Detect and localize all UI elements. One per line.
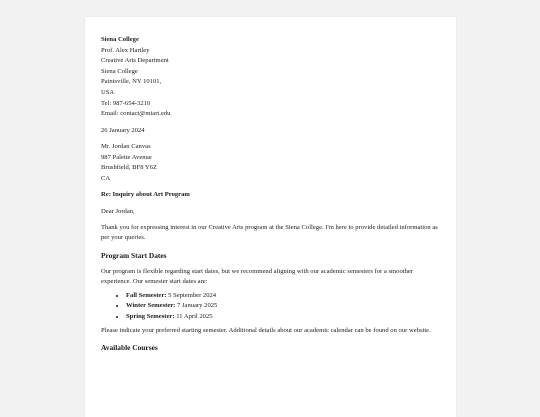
letter-page xyxy=(85,17,456,417)
semester-list xyxy=(101,291,440,323)
sender-city: Paintsville, NY 10101, xyxy=(101,78,162,86)
semester-date: 5 September 2024 xyxy=(168,291,217,299)
semester-label: Spring Semester: xyxy=(126,313,175,321)
intro-paragraph: Thank you for expressing interest in our Creative Arts program at the Siena College. I'm here to provide detailed information as per your queries. xyxy=(101,223,438,242)
semester-item-fall xyxy=(126,291,440,302)
semester-item-spring xyxy=(126,312,440,323)
start-dates-heading: Program Start Dates xyxy=(101,250,167,260)
letter-date: 26 January 2024 xyxy=(101,126,145,134)
start-dates-followup: Please indicate your preferred starting semester. Additional details about our academic calendar can be found on our website. xyxy=(101,326,431,334)
semester-label: Fall Semester: xyxy=(126,291,167,299)
semester-date: 11 April 2025 xyxy=(176,313,213,321)
start-dates-paragraph: Our program is flexible regarding start dates, but we recommend aligning with our academic semesters for a smoother experience. Our semester start dates are: xyxy=(101,267,414,286)
semester-date: 7 January 2025 xyxy=(177,302,218,310)
sender-country: USA xyxy=(101,88,115,96)
recipient-city: Brushfield, BF8 Y6Z xyxy=(101,164,157,172)
sender-department: Creative Arts Department xyxy=(101,57,169,65)
sender-institution: Siena College xyxy=(101,36,139,43)
semester-item-winter xyxy=(126,301,440,312)
recipient-street: 987 Palette Avenue xyxy=(101,153,152,161)
sender-college: Siena College xyxy=(101,67,138,75)
recipient-region: CA xyxy=(101,174,111,182)
sender-email: Email: contact@miart.edu xyxy=(101,110,171,118)
letter-subject: Re: Inquiry about Art Program xyxy=(101,191,190,199)
sender-name: Prof. Alex Hartley xyxy=(101,46,150,54)
semester-label: Winter Semester: xyxy=(126,302,176,310)
salutation: Dear Jordan, xyxy=(101,207,135,215)
courses-heading: Available Courses xyxy=(101,343,158,353)
sender-tel: Tel: 987-654-3210 xyxy=(101,99,151,107)
recipient-name: Mr. Jordan Canvas xyxy=(101,142,151,150)
